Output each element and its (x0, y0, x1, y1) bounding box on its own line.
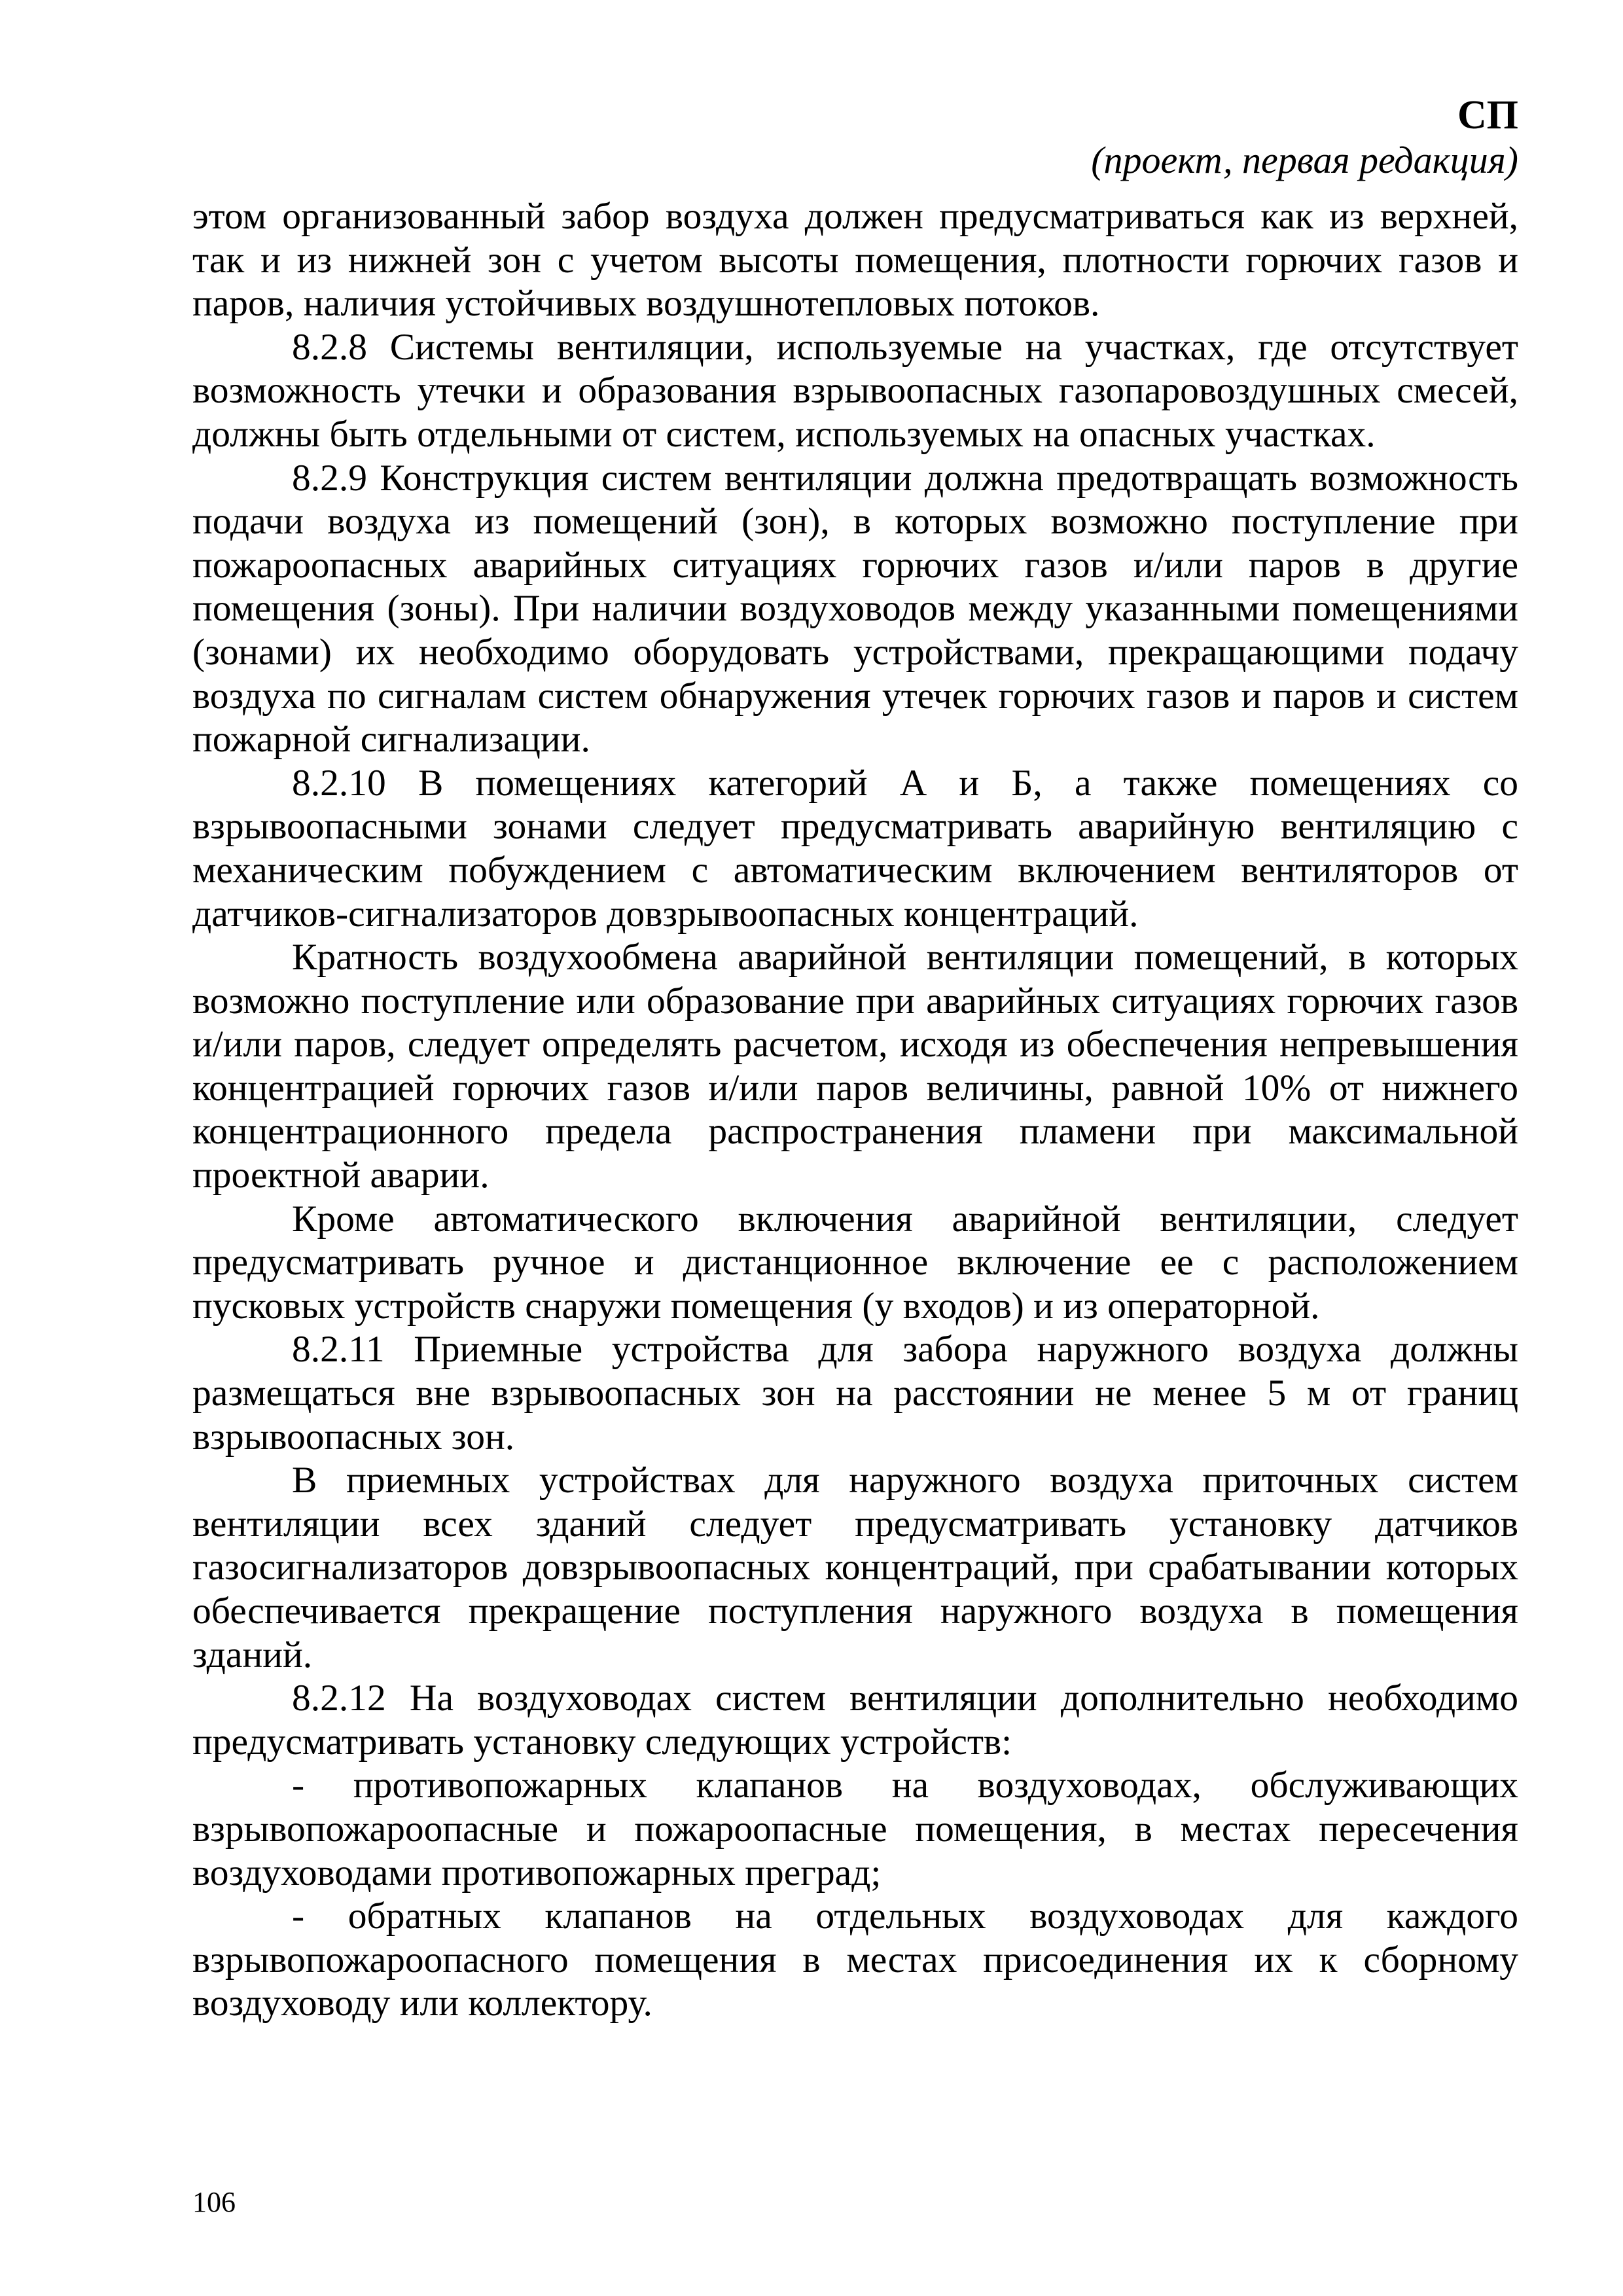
paragraph-8-2-8: 8.2.8 Системы вентиляции, используемые на участках, где отсутствует возможность утечки и образования взрывоопасных газопаровоздушных смесей, должны быть отдельными от систем, используемых на опасных участках. (192, 326, 1518, 455)
paragraph-continuation: этом организованный забор воздуха должен предусматриваться как из верхней, так и из нижней зон с учетом высоты помещения, плотности горючих газов и паров, наличия устойчивых воздушнотепловых потоков. (192, 196, 1518, 325)
document-code: СП (1457, 93, 1518, 137)
paragraph-8-2-12: 8.2.12 На воздуховодах систем вентиляции дополнительно необходимо предусматривать установку следующих устройств: (192, 1677, 1518, 1763)
list-item-fire-dampers: - противопожарных клапанов на воздуховодах, обслуживающих взрывопожароопасные и пожароопасные помещения, в местах пересечения воздуховодами противопожарных преград; (192, 1765, 1518, 1893)
document-body (192, 195, 1518, 2026)
paragraph-8-2-9: 8.2.9 Конструкция систем вентиляции должна предотвращать возможность подачи воздуха из помещений (зон), в которых возможно поступление при пожароопасных аварийных ситуациях горючих газов и/или паров в другие помещения (зоны). При наличии воздуховодов между указанными помещениями (зонами) их необходимо оборудовать устройствами, прекращающими подачу воздуха по сигналам систем обнаружения утечек горючих газов и паров и систем пожарной сигнализации. (192, 457, 1518, 761)
page-number: 106 (192, 2186, 236, 2218)
paragraph-8-2-11: 8.2.11 Приемные устройства для забора наружного воздуха должны размещаться вне взрывоопасных зон на расстоянии не менее 5 м от границ взрывоопасных зон. (192, 1329, 1518, 1458)
paragraph-air-exchange-rate: Кратность воздухообмена аварийной вентиляции помещений, в которых возможно поступление или образование при аварийных ситуациях горючих газов и/или паров, следует определять расчетом, исходя из обеспечения непревышения концентрацией горючих газов и/или паров величины, равной 10% от нижнего концентрационного предела распространения пламени при максимальной проектной аварии. (192, 937, 1518, 1196)
paragraph-manual-activation: Кроме автоматического включения аварийной вентиляции, следует предусматривать ручное и дистанционное включение ее с расположением пусковых устройств снаружи помещения (у входов) и из операторной. (192, 1198, 1518, 1327)
paragraph-8-2-10: 8.2.10 В помещениях категорий А и Б, а также помещениях со взрывоопасными зонами следует предусматривать аварийную вентиляцию с механическим побуждением с автоматическим включением вентиляторов от датчиков-сигнализаторов довзрывоопасных концентраций. (192, 762, 1518, 935)
paragraph-intake-sensors: В приемных устройствах для наружного воздуха приточных систем вентиляции всех зданий следует предусматривать установку датчиков газосигнализаторов довзрывоопасных концентраций, при срабатывании которых обеспечивается прекращение поступления наружного воздуха в помещения зданий. (192, 1460, 1518, 1676)
list-item-check-valves: - обратных клапанов на отдельных воздуховодах для каждого взрывопожароопасного помещения в местах присоединения их к сборному воздуховоду или коллектору. (192, 1895, 1518, 2024)
document-status: (проект, первая редакция) (1091, 139, 1518, 181)
